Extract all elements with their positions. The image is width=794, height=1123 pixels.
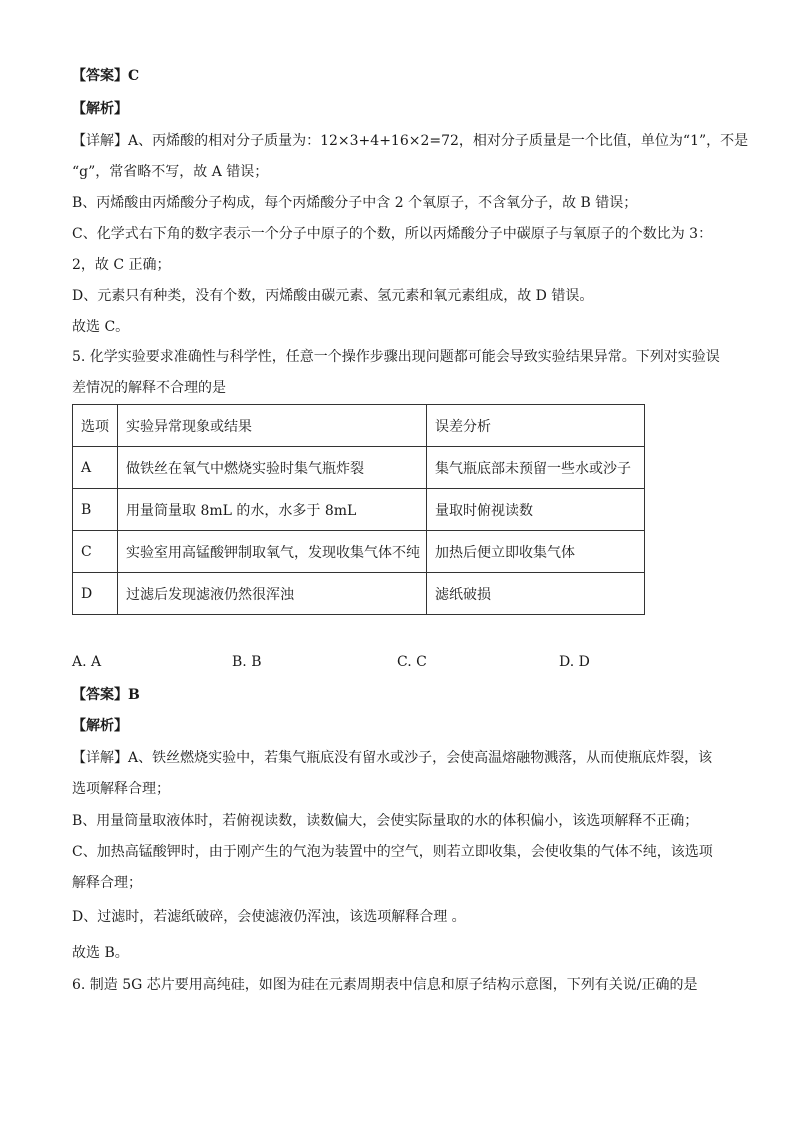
table-cell: 用量筒量取 8mL 的水，水多于 8mL	[118, 489, 427, 531]
table-cell: 实验室用高锰酸钾制取氧气，发现收集气体不纯	[118, 531, 427, 573]
table-cell: 量取时俯视读数	[427, 489, 645, 531]
table-cell: 集气瓶底部未预留一些水或沙子	[427, 447, 645, 489]
table-cell: 加热后便立即收集气体	[427, 531, 645, 573]
q4-analysis-heading: 【解析】	[72, 101, 128, 117]
table-header-cell: 误差分析	[427, 405, 645, 447]
table-header-row	[73, 405, 645, 447]
table-cell: 做铁丝在氧气中燃烧实验时集气瓶炸裂	[118, 447, 427, 489]
q5-conclusion: 故选 B。	[72, 945, 129, 961]
q6-stem: 6. 制造 5G 芯片要用高纯硅，如图为硅在元素周期表中信息和原子结构示意图，下列有关说/正确的是	[72, 977, 698, 993]
q5-detail-line: D、过滤时，若滤纸破碎，会使滤液仍浑浊，该选项解释合理 。	[72, 909, 466, 925]
q5-stem-line: 5. 化学实验要求准确性与科学性，任意一个操作步骤出现问题都可能会导致实验结果异常。下列对实验误	[72, 349, 720, 365]
q5-answer: 【答案】B	[72, 687, 140, 703]
table-cell: A	[73, 447, 118, 489]
q4-detail-line: B、丙烯酸由丙烯酸分子构成，每个丙烯酸分子中含 2 个氧原子，不含氧分子，故 B 错误；	[72, 195, 638, 211]
q4-detail-line: D、元素只有种类，没有个数，丙烯酸由碳元素、氢元素和氧元素组成，故 D 错误。	[72, 288, 594, 304]
q5-analysis-heading: 【解析】	[72, 718, 128, 734]
table-cell: 滤纸破损	[427, 573, 645, 615]
q5-stem-line: 差情况的解释不合理的是	[72, 380, 226, 396]
table-cell: B	[73, 489, 118, 531]
q4-detail-line: “g”，常省略不写，故 A 错误；	[72, 164, 269, 180]
table-cell: D	[73, 573, 118, 615]
q5-detail-line: 解释合理；	[72, 875, 142, 891]
table-row	[73, 573, 645, 615]
table-row	[73, 447, 645, 489]
q4-detail-line: C、化学式右下角的数字表示一个分子中原子的个数，所以丙烯酸分子中碳原子与氧原子的个数比为 3：	[72, 226, 713, 242]
q4-detail-line: 2，故 C 正确；	[72, 257, 171, 273]
option-a: A. A	[72, 654, 102, 670]
table-cell: 过滤后发现滤液仍然很浑浊	[118, 573, 427, 615]
q4-detail-line: 【详解】A、丙烯酸的相对分子质量为：12×3+4+16×2=72，相对分子质量是一个比值，单位为“1”，不是	[72, 133, 749, 149]
table-row	[73, 489, 645, 531]
table-header-cell: 实验异常现象或结果	[118, 405, 427, 447]
table-row	[73, 531, 645, 573]
q4-conclusion: 故选 C。	[72, 319, 130, 335]
option-c: C. C	[397, 654, 427, 670]
table-header-cell: 选项	[73, 405, 118, 447]
q5-detail-line: 【详解】A、铁丝燃烧实验中，若集气瓶底没有留水或沙子，会使高温熔融物溅落，从而使瓶底炸裂，该	[72, 750, 713, 766]
q5-options	[72, 654, 632, 674]
table-cell: C	[73, 531, 118, 573]
q4-answer: 【答案】C	[72, 68, 140, 84]
option-d: D. D	[559, 654, 590, 670]
option-b: B. B	[232, 654, 262, 670]
q5-table	[72, 404, 645, 615]
q5-detail-line: 选项解释合理；	[72, 781, 170, 797]
q5-detail-line: C、加热高锰酸钾时，由于刚产生的气泡为装置中的空气，则若立即收集，会使收集的气体不纯，该选项	[72, 844, 713, 860]
q5-detail-line: B、用量筒量取液体时，若俯视读数，读数偏大，会使实际量取的水的体积偏小，该选项解释不正确；	[72, 813, 699, 829]
